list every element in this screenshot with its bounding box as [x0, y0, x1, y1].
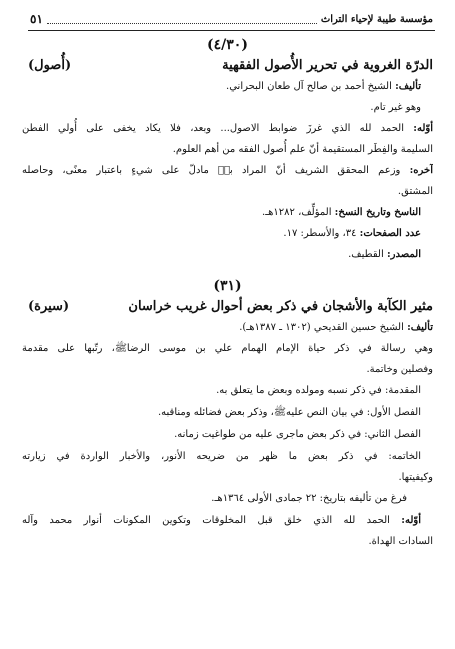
page-number: ٥١	[30, 12, 43, 26]
entry2-conclusion-2: وكيفيتها.	[398, 472, 433, 483]
entry2-opening-line1	[22, 510, 433, 531]
entry1-opening-2: السليمة والفِطَر المستقيمة أنّ علم أُصول الفقه من أهم العلوم.	[172, 144, 433, 155]
entry1-number: (٤/٣٠)	[207, 37, 248, 53]
entry1-opening-line1	[22, 118, 433, 139]
entry1-pages-label: عدد الصفحات:	[359, 228, 421, 239]
entry1-author-line	[22, 76, 433, 97]
entry1-title: الدرّة الغروية في تحرير الأُصول الفقهية	[222, 58, 433, 73]
entry1-ending-line1	[22, 160, 433, 181]
running-header	[30, 10, 433, 28]
entry1-opening-1: الحمد لله الذي غرزَ ضوابط الاصول... وبعد، فلا يكاد يخفى على أُولي الفطن	[22, 123, 404, 134]
entry2-title-line	[22, 297, 433, 317]
entry1-title-line	[22, 56, 433, 76]
entry2-chapter2: الفصل الثاني: في ذكر بعض ماجرى عليه من طواغيت زمانه.	[174, 429, 421, 440]
header-title: مؤسسة طيبة لإحياء التراث	[320, 13, 433, 25]
entry2-intro: المقدمة: في ذكر نسبه ومولده وبعض ما يتعلق به.	[216, 385, 421, 396]
entry1-copyist-line	[22, 202, 433, 223]
entry2-opening-label: أوّله:	[401, 515, 421, 526]
page-content	[22, 34, 433, 552]
entry1-note: وهو غير تام.	[370, 102, 421, 113]
entry1-author: الشيخ أحمد بن صالح آل طعان البحراني.	[226, 81, 392, 92]
header-leader-dots	[47, 15, 317, 24]
entry1-source-line	[22, 244, 433, 265]
entry2-author-label: تأليف:	[407, 322, 433, 333]
entry1-ending-2: المشتق.	[397, 186, 433, 197]
entry2-desc-2: وفصلين وخاتمة.	[366, 364, 433, 375]
entry2-finished: فرغ من تأليفه بتاريخ: ٢٢ جمادى الأولى ١٣٦٤هـ.	[211, 493, 407, 504]
entry1-pages-line	[22, 223, 433, 244]
entry2-chapter1: الفصل الأول: في بيان النص عليهﷺ، وذكر بعض فضائله ومناقبه.	[157, 407, 421, 418]
header-rule	[28, 30, 435, 31]
entry1-pages: ٣٤، والأسطر: ١٧.	[283, 228, 357, 239]
entry2-opening-2: السادات الهداة.	[368, 536, 433, 547]
entry2-opening-1: الحمد لله الذي خلق قبل المخلوقات وتكوين المكونات أنوار محمد وآله	[22, 515, 390, 526]
entry1-opening-label: أوّله:	[413, 123, 433, 134]
entry2-author-line	[22, 317, 433, 338]
entry1-ending-label: آخره:	[409, 165, 433, 176]
entry2-title: مثير الكآبة والأشجان في ذكر بعض أحوال غريب خراسان	[128, 299, 433, 314]
entry2-number: (٣١)	[213, 278, 242, 294]
entry1-ending-1: وزعم المحقق الشريف أنّ المراد بهٖ مادلّ على شيءٍ باعتبار معنًى، وحاصله	[22, 165, 401, 176]
entry2-desc-1: وهي رسالة في ذكر حياة الإمام الهمام علي بن موسى الرضاﷺ، رتّبها على مقدمة	[22, 343, 433, 354]
entry1-copyist: المؤلِّف، ١٢٨٢هـ.	[262, 207, 332, 218]
entry1-author-label: تأليف:	[395, 81, 421, 92]
entry2-conclusion-1: الخاتمه: في ذكر بعض ما ظهر من ضريحه الأنور، والأخبار الواردة في زيارته	[22, 451, 421, 462]
entry2-author: الشيخ حسين القديحي (١٣٠٢ ـ ١٣٨٧هـ).	[239, 322, 404, 333]
entry2-category: (سيرة)	[28, 299, 70, 314]
entry1-source: القطيف.	[348, 249, 384, 260]
entry1-copyist-label: الناسخ وتاريخ النسخ:	[334, 207, 421, 218]
entry1-source-label: المصدر:	[386, 249, 421, 260]
entry1-category: (أُصول)	[28, 58, 72, 73]
